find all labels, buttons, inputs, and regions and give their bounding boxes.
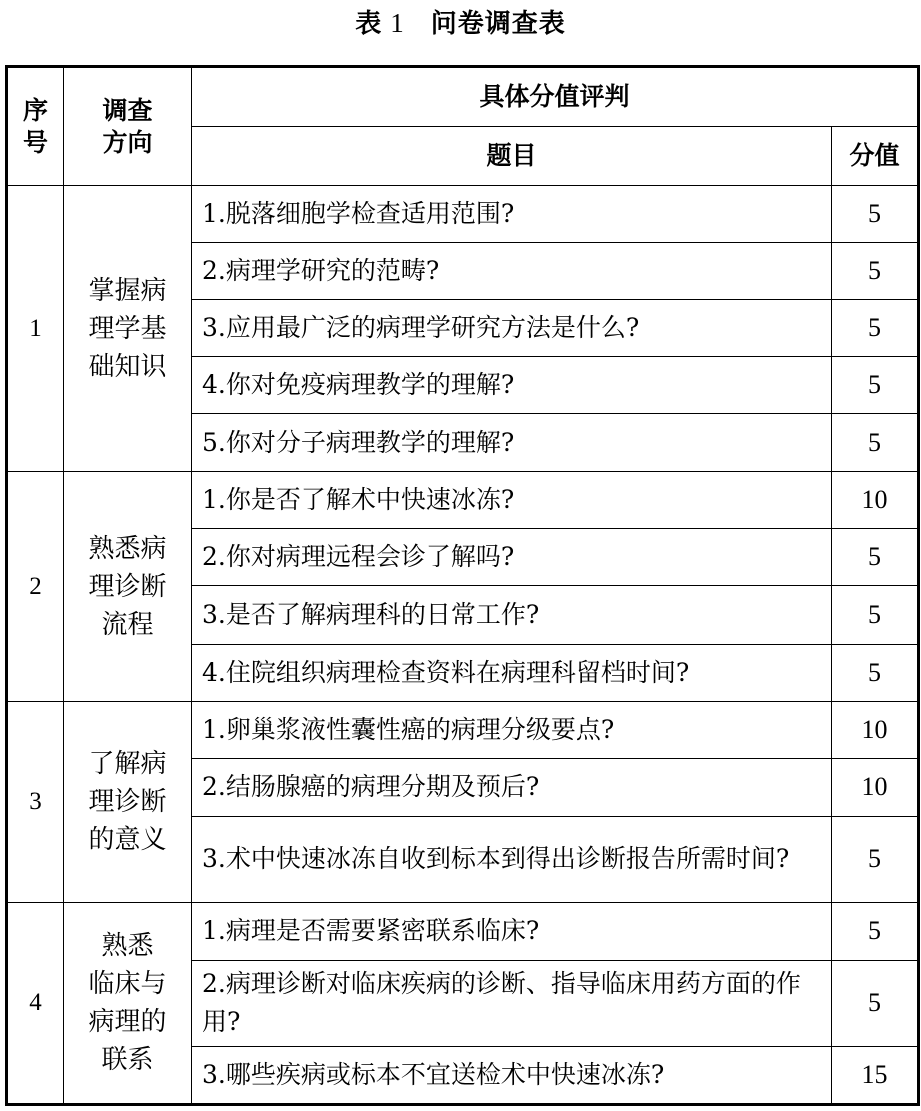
score-cell: 5 (832, 902, 919, 960)
section-direction: 熟悉 临床与 病理的 联系 (64, 902, 192, 1104)
header-row-1 (7, 67, 919, 127)
score-cell: 15 (832, 1046, 919, 1104)
caption-number: 1 (390, 8, 405, 38)
score-cell: 10 (832, 472, 919, 529)
question-cell: 2.你对病理远程会诊了解吗? (192, 529, 832, 586)
question-cell: 5.你对分子病理教学的理解? (192, 414, 832, 472)
score-cell: 10 (832, 758, 919, 816)
question-cell: 3.应用最广泛的病理学研究方法是什么? (192, 300, 832, 357)
header-group: 具体分值评判 (192, 67, 919, 127)
question-cell: 1.你是否了解术中快速冰冻? (192, 472, 832, 529)
header-direction: 调查 方向 (64, 67, 192, 186)
table-row (7, 472, 919, 529)
table-row (7, 701, 919, 758)
question-cell: 1.脱落细胞学检查适用范围? (192, 186, 832, 243)
header-index: 序 号 (7, 67, 64, 186)
question-cell: 4.住院组织病理检查资料在病理科留档时间? (192, 644, 832, 701)
score-cell: 5 (832, 644, 919, 701)
score-cell: 5 (832, 586, 919, 644)
score-cell: 5 (832, 414, 919, 472)
header-question: 题目 (192, 127, 832, 186)
score-cell: 5 (832, 357, 919, 414)
score-cell: 5 (832, 529, 919, 586)
caption-label: 表 (355, 9, 383, 39)
score-cell: 5 (832, 186, 919, 243)
score-cell: 5 (832, 300, 919, 357)
question-cell: 3.哪些疾病或标本不宜送检术中快速冰冻? (192, 1046, 832, 1104)
question-cell: 2.结肠腺癌的病理分期及预后? (192, 758, 832, 816)
section-direction: 掌握病 理学基 础知识 (64, 186, 192, 472)
question-cell: 2.病理学研究的范畴? (192, 243, 832, 300)
question-cell: 1.病理是否需要紧密联系临床? (192, 902, 832, 960)
question-cell: 1.卵巢浆液性囊性癌的病理分级要点? (192, 701, 832, 758)
score-cell: 5 (832, 243, 919, 300)
section-index: 2 (7, 472, 64, 701)
section-index: 1 (7, 186, 64, 472)
question-cell: 3.是否了解病理科的日常工作? (192, 586, 832, 644)
header-score: 分值 (832, 127, 919, 186)
survey-table (5, 65, 920, 1106)
table-caption (0, 6, 921, 41)
table-row (7, 186, 919, 243)
score-cell: 5 (832, 960, 919, 1046)
score-cell: 10 (832, 701, 919, 758)
section-index: 3 (7, 701, 64, 902)
question-cell: 4.你对免疫病理教学的理解? (192, 357, 832, 414)
question-cell: 2.病理诊断对临床疾病的诊断、指导临床用药方面的作用? (192, 960, 832, 1046)
section-direction: 了解病 理诊断 的意义 (64, 701, 192, 902)
survey-table-body (7, 67, 919, 1105)
score-cell: 5 (832, 816, 919, 902)
question-cell: 3.术中快速冰冻自收到标本到得出诊断报告所需时间? (192, 816, 832, 902)
caption-title: 问卷调查表 (430, 9, 566, 39)
section-index: 4 (7, 902, 64, 1104)
section-direction: 熟悉病 理诊断 流程 (64, 472, 192, 701)
table-row (7, 902, 919, 960)
